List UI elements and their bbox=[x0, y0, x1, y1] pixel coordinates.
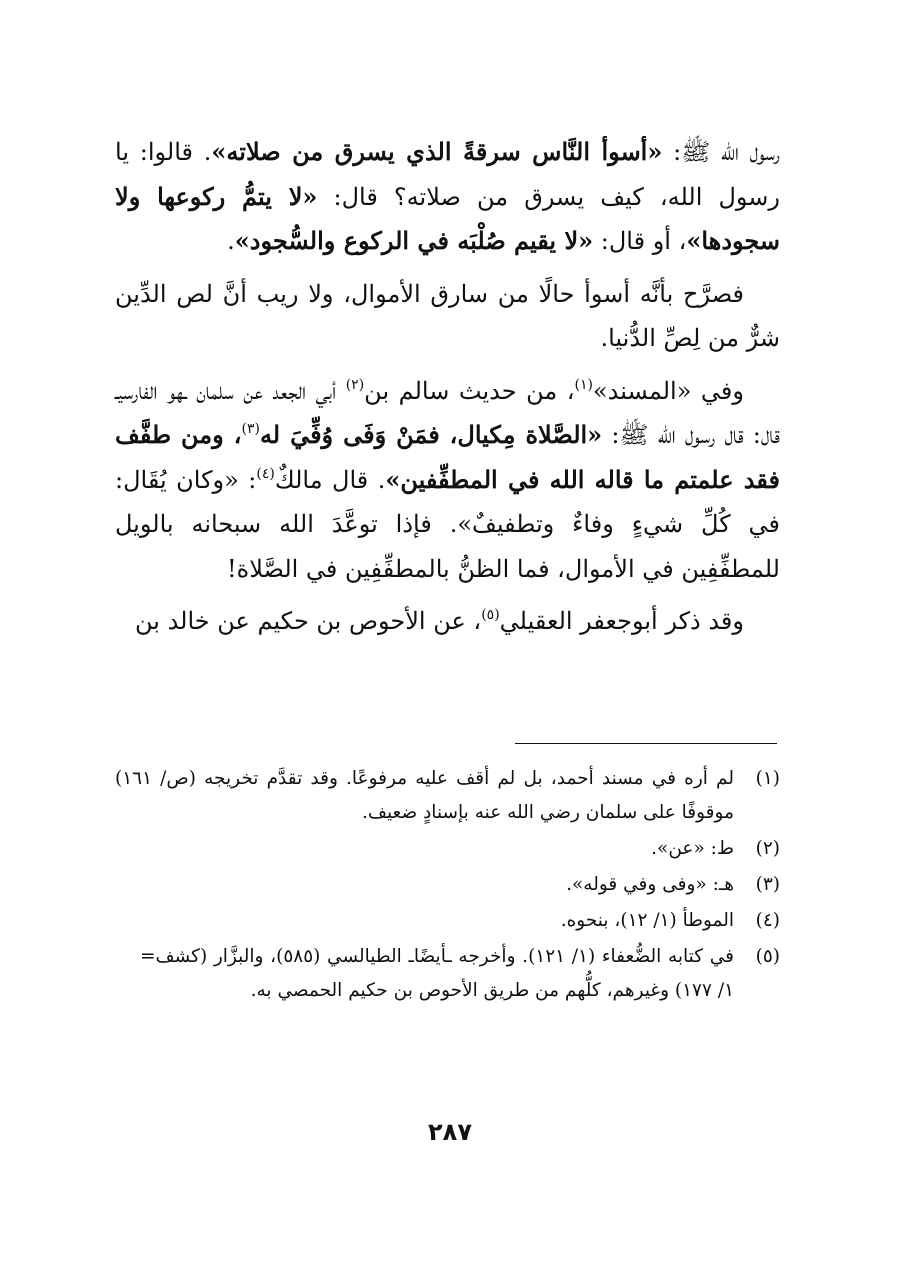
footnote-marker: (١) bbox=[574, 376, 593, 393]
hadith-quote: «أسوأ النَّاس سرقةً الذي يسرق من صلاته» bbox=[211, 137, 663, 166]
footnote-number: (٥) bbox=[755, 946, 780, 967]
hadith-quote: «لا يقيم صُلْبَه في الركوع والسُّجود» bbox=[234, 226, 594, 255]
paragraph-1 bbox=[115, 130, 780, 264]
paragraph-4 bbox=[115, 599, 780, 644]
footnote-4 bbox=[115, 904, 780, 938]
continuation-mark: = bbox=[140, 946, 156, 967]
hadith-quote: «الصَّلاة مِكيال، فمَنْ وَفَى وُفِّيَ له bbox=[259, 420, 603, 449]
text-run: ، من حديث سالم بن bbox=[364, 376, 575, 405]
footnote-text: في كتابه الضُّعفاء (١/ ١٢١). وأخرجه ـأيضًاـ الطيالسي (٥٨٥)، والبزَّار (كشف ١/ ١٧٧) وغيرهم، كلُّهم من طريق الأحوص بن حكيم الحمصي به. bbox=[155, 946, 735, 1001]
footnote-text-wrap bbox=[115, 940, 734, 1008]
footnote-marker: (٢) bbox=[345, 376, 365, 393]
footnote-separator bbox=[515, 743, 777, 744]
paragraph-3 bbox=[115, 369, 780, 592]
footnote-3 bbox=[115, 868, 780, 902]
text-run: وقد ذكر أبوجعفر العقيلي bbox=[499, 607, 744, 635]
footnote-number: (٣) bbox=[755, 874, 780, 895]
page-number: ٢٨٧ bbox=[428, 1118, 472, 1146]
footnotes bbox=[115, 762, 780, 1010]
text-run: ، أو قال: bbox=[593, 227, 687, 255]
paragraph-2 bbox=[115, 272, 780, 361]
text-run: : «وكان يُقَال: في كُلِّ شيءٍ وفاءٌ وتطفيفٌ». فإذا توعَّدَ الله سبحانه بالويل للمطفِّفِين في الأموال، فما الظنُّ بالمطفِّفِين في الصَّلاة! bbox=[115, 465, 780, 583]
main-text bbox=[115, 130, 780, 652]
footnote-number: (١) bbox=[755, 768, 780, 789]
footnote-text: لم أره في مسند أحمد، بل لم أقف عليه مرفوعًا. وقد تقدَّم تخريجه (ص/ ١٦١) موقوفًا على سلمان رضي الله عنه بإسنادٍ ضعيف. bbox=[115, 768, 734, 823]
text-run: . قال مالكٌ bbox=[274, 465, 386, 494]
footnote-2 bbox=[115, 832, 780, 866]
hadith-quote: ، ومن طفَّف فقد علمتم ما قاله الله في المطفِّفين» bbox=[115, 420, 781, 494]
footnote-number: (٤) bbox=[755, 910, 780, 931]
text-run: وفي «المسند» bbox=[592, 376, 744, 405]
footnote-text: ط: «عن». bbox=[651, 838, 734, 859]
text-run: ، عن الأحوص بن حكيم عن خالد بن bbox=[134, 607, 482, 635]
footnote-1 bbox=[115, 762, 780, 830]
text-run: أبي الجعد عن سلمان ـهو الفارسيـ قال: قال رسول الله ﷺ: bbox=[115, 376, 781, 449]
footnote-marker: (٥) bbox=[481, 607, 500, 623]
footnote-5 bbox=[115, 940, 780, 1008]
footnote-number: (٢) bbox=[755, 838, 780, 859]
footnote-text: الموطأ (١/ ١٢)، بنحوه. bbox=[560, 910, 734, 931]
footnote-marker: (٤) bbox=[256, 465, 275, 482]
text-run: فصرَّح بأنَّه أسوأ حالًا من سارق الأموال، ولا ريب أنَّ لص الدِّين شرٌّ من لِصِّ الدُّنيا. bbox=[115, 279, 780, 352]
footnote-marker: (٣) bbox=[241, 421, 260, 437]
footnote-text: هـ: «وفى وفي قوله». bbox=[566, 874, 734, 895]
text-run: . قالوا: يا رسول الله، كيف يسرق من صلاته؟ قال: bbox=[115, 138, 780, 211]
text-run: . bbox=[227, 227, 235, 255]
text-run: رسول الله ﷺ: bbox=[662, 138, 781, 166]
hadith-quote: «لا يتمُّ ركوعها ولا سجودها» bbox=[115, 181, 780, 255]
